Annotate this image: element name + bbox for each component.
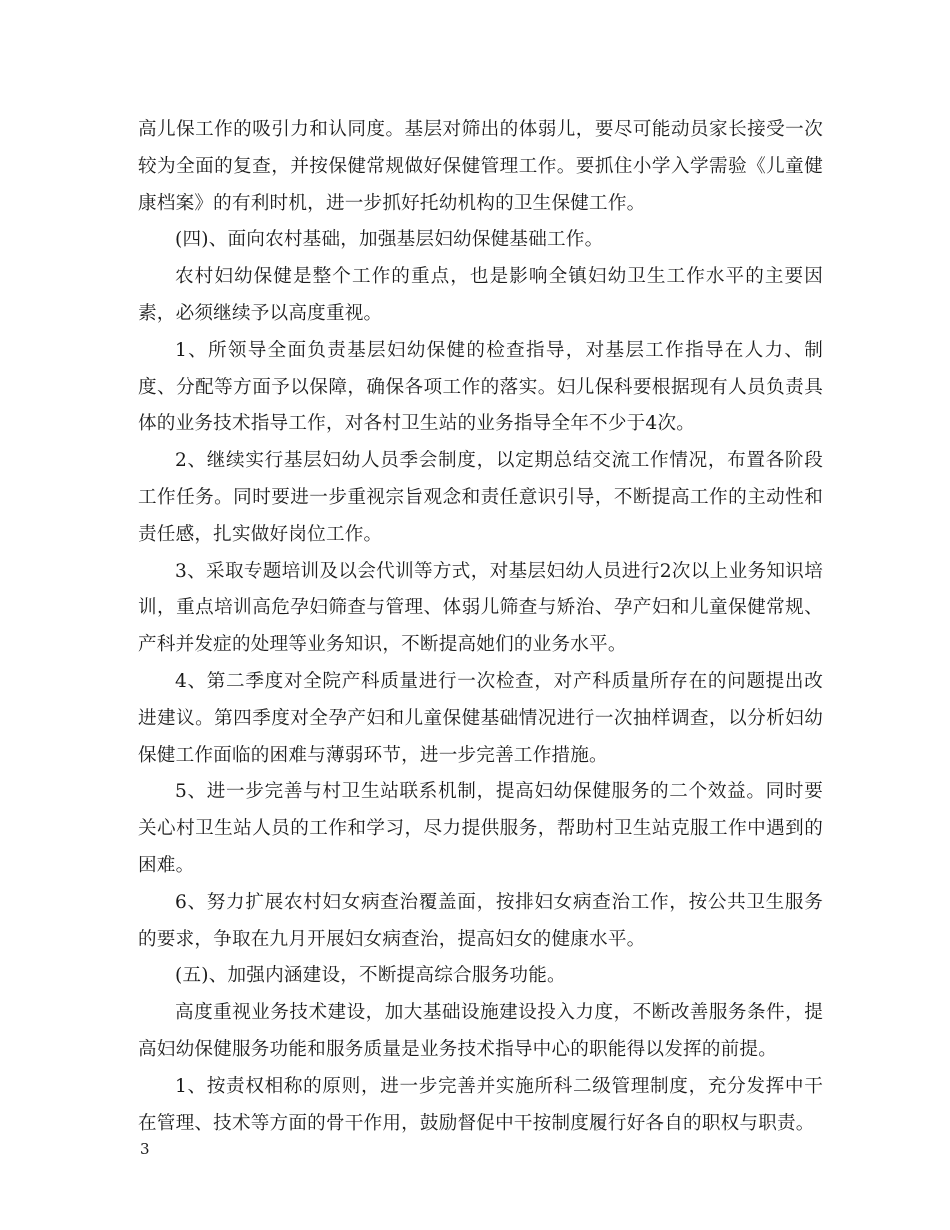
document-body <box>138 112 823 1142</box>
paragraph: 高度重视业务技术建设，加大基础设施建设投入力度，不断改善服务条件，提高妇幼保健服务功能和服务质量是业务技术指导中心的职能得以发挥的前提。 <box>138 1002 823 1060</box>
page-number: 3 <box>140 1140 150 1158</box>
list-item: 1、所领导全面负责基层妇幼保健的检查指导，对基层工作指导在人力、制度、分配等方面予以保障，确保各项工作的落实。妇儿保科要根据现有人员负责具体的业务技术指导工作，对各村卫生站的业务指导全年不少于4次。 <box>138 339 823 435</box>
list-item: 2、继续实行基层妇幼人员季会制度，以定期总结交流工作情况，布置各阶段工作任务。同时要进一步重视宗旨观念和责任意识引导，不断提高工作的主动性和责任感，扎实做好岗位工作。 <box>138 450 823 545</box>
list-item: 3、采取专题培训及以会代训等方式，对基层妇幼人员进行2次以上业务知识培训，重点培训高危孕妇筛查与管理、体弱儿筛查与矫治、孕产妇和儿童保健常规、产科并发症的处理等业务知识，不断提高她们的业务水平。 <box>138 560 823 656</box>
list-item: 1、按责权相称的原则，进一步完善并实施所科二级管理制度，充分发挥中干在管理、技术等方面的骨干作用，鼓励督促中干按制度履行好各自的职权与职责。 <box>138 1075 823 1134</box>
list-item: 5、进一步完善与村卫生站联系机制，提高妇幼保健服务的二个效益。同时要关心村卫生站人员的工作和学习，尽力提供服务，帮助村卫生站克服工作中遇到的困难。 <box>138 781 823 876</box>
paragraph: 高儿保工作的吸引力和认同度。基层对筛出的体弱儿，要尽可能动员家长接受一次较为全面的复查，并按保健常规做好保健管理工作。要抓住小学入学需验《儿童健康档案》的有利时机，进一步抓好托幼机构的卫生保健工作。 <box>138 119 823 214</box>
section-heading: (四)、面向农村基础，加强基层妇幼保健基础工作。 <box>175 229 604 251</box>
paragraph: 农村妇幼保健是整个工作的重点，也是影响全镇妇幼卫生工作水平的主要因素，必须继续予以高度重视。 <box>138 266 823 324</box>
section-heading: (五)、加强内涵建设，不断提高综合服务功能。 <box>175 965 566 987</box>
list-item: 6、努力扩展农村妇女病查治覆盖面，按排妇女病查治工作，按公共卫生服务的要求，争取在九月开展妇女病查治，提高妇女的健康水平。 <box>138 891 823 950</box>
list-item: 4、第二季度对全院产科质量进行一次检查，对产科质量所存在的问题提出改进建议。第四季度对全孕产妇和儿童保健基础情况进行一次抽样调查，以分析妇幼保健工作面临的困难与薄弱环节，进一步完善工作措施。 <box>138 670 823 766</box>
